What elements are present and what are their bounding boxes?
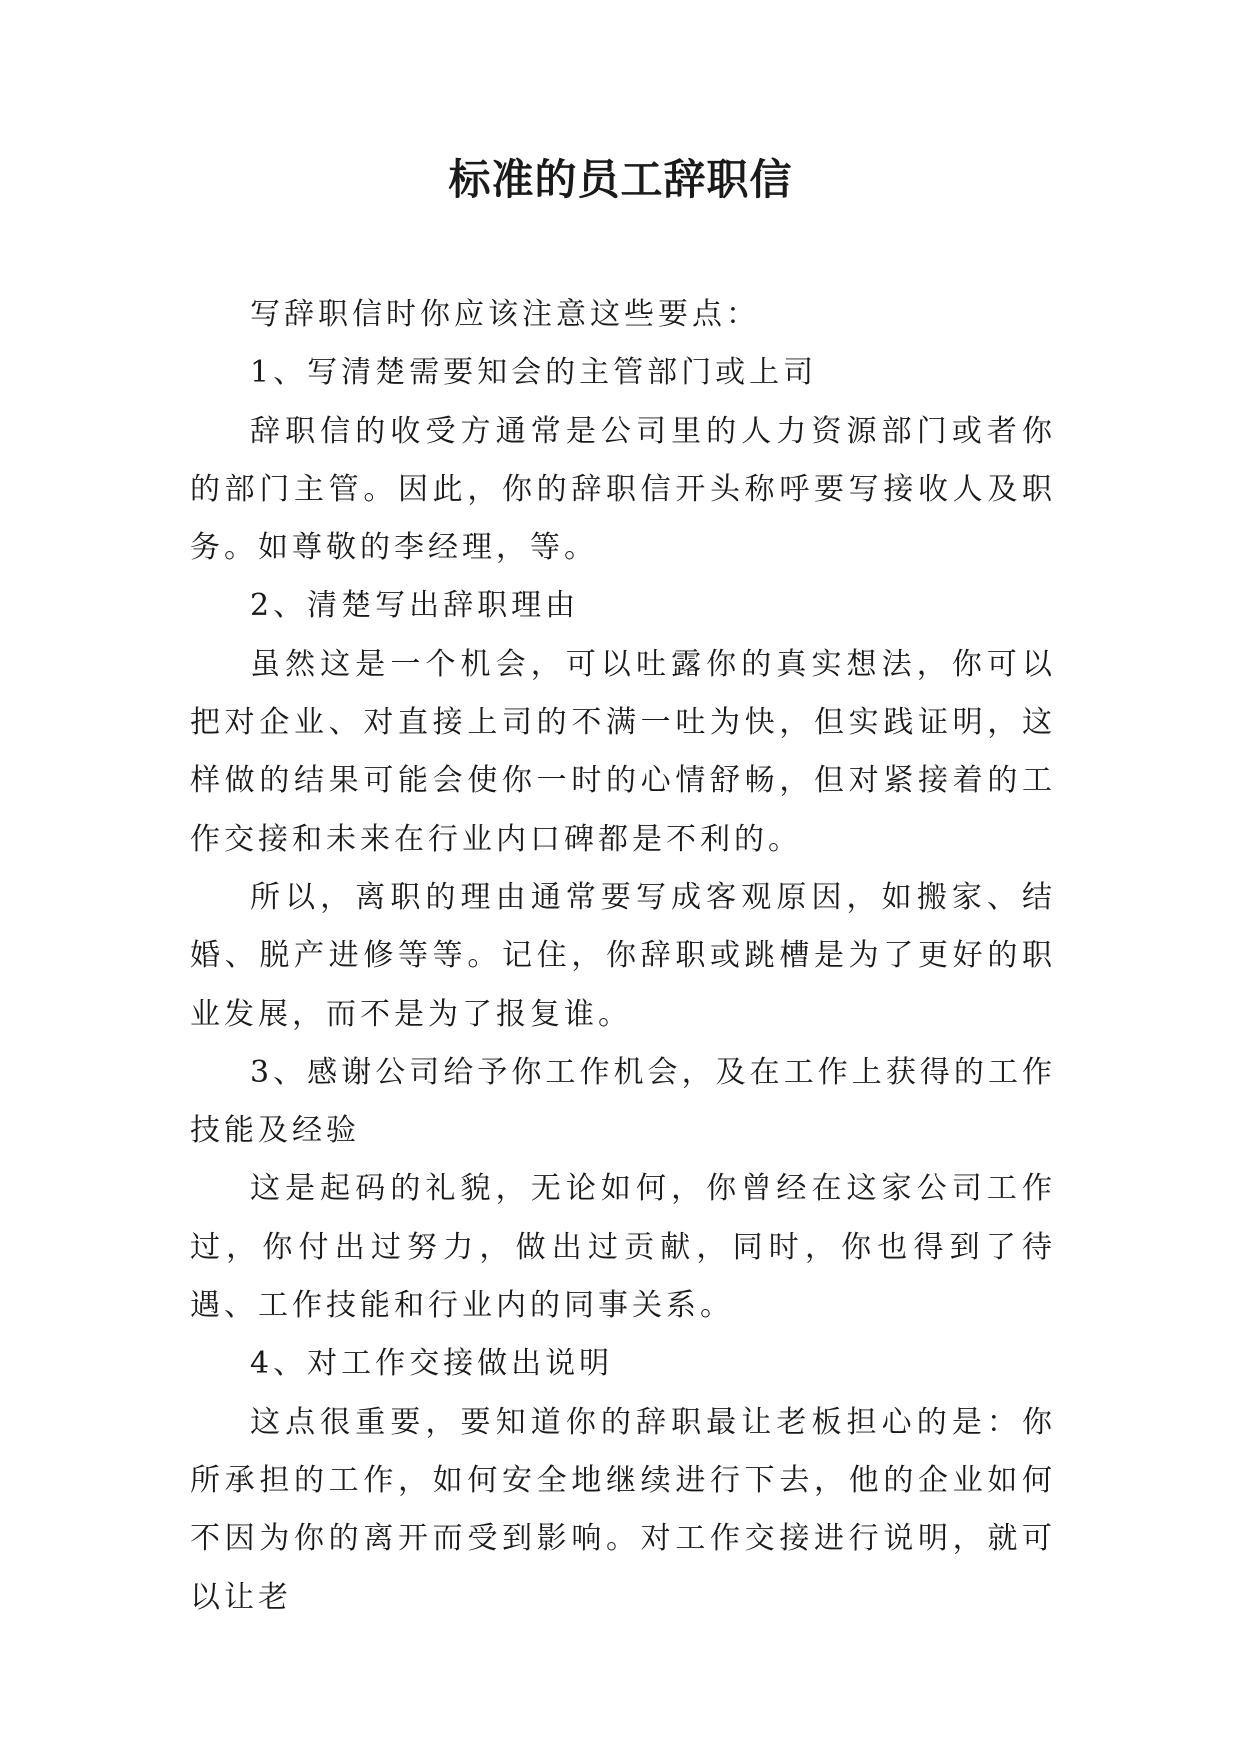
paragraph-point-2-body: 虽然这是一个机会，可以吐露你的真实想法，你可以把对企业、对直接上司的不满一吐为快，但实践证明，这样做的结果可能会使你一时的心情舒畅，但对紧接着的工作交接和未来在行业内口碑都是不利的。 [190, 646, 1056, 857]
paragraph-point-4-heading: 4、对工作交接做出说明 [250, 1346, 614, 1382]
paragraph-point-1-heading: 1、写清楚需要知会的主管部门或上司 [250, 355, 818, 391]
paragraph-point-2-heading: 2、清楚写出辞职理由 [250, 588, 580, 624]
document-title: 标准的员工辞职信 [448, 155, 793, 204]
paragraph-intro: 写辞职信时你应该注意这些要点： [250, 297, 760, 332]
paragraph-point-1-body: 辞职信的收受方通常是公司里的人力资源部门或者你的部门主管。因此，你的辞职信开头称呼要写接收人及职务。如尊敬的李经理，等。 [190, 413, 1056, 566]
paragraph-point-4-body: 这点很重要，要知道你的辞职最让老板担心的是：你所承担的工作，如何安全地继续进行下去，他的企业如何不因为你的离开而受到影响。对工作交接进行说明，就可以让老 [190, 1404, 1056, 1615]
paragraph-point-3-body: 这是起码的礼貌，无论如何，你曾经在这家公司工作过，你付出过努力，做出过贡献，同时，你也得到了待遇、工作技能和行业内的同事关系。 [190, 1171, 1056, 1324]
paragraph-point-2-body-cont: 所以，离职的理由通常要写成客观原因，如搬家、结婚、脱产进修等等。记住，你辞职或跳槽是为了更好的职业发展，而不是为了报复谁。 [190, 879, 1056, 1032]
document-body [190, 286, 1056, 1627]
paragraph-point-3-heading: 3、感谢公司给予你工作机会，及在工作上获得的工作技能及经验 [190, 1054, 1056, 1149]
